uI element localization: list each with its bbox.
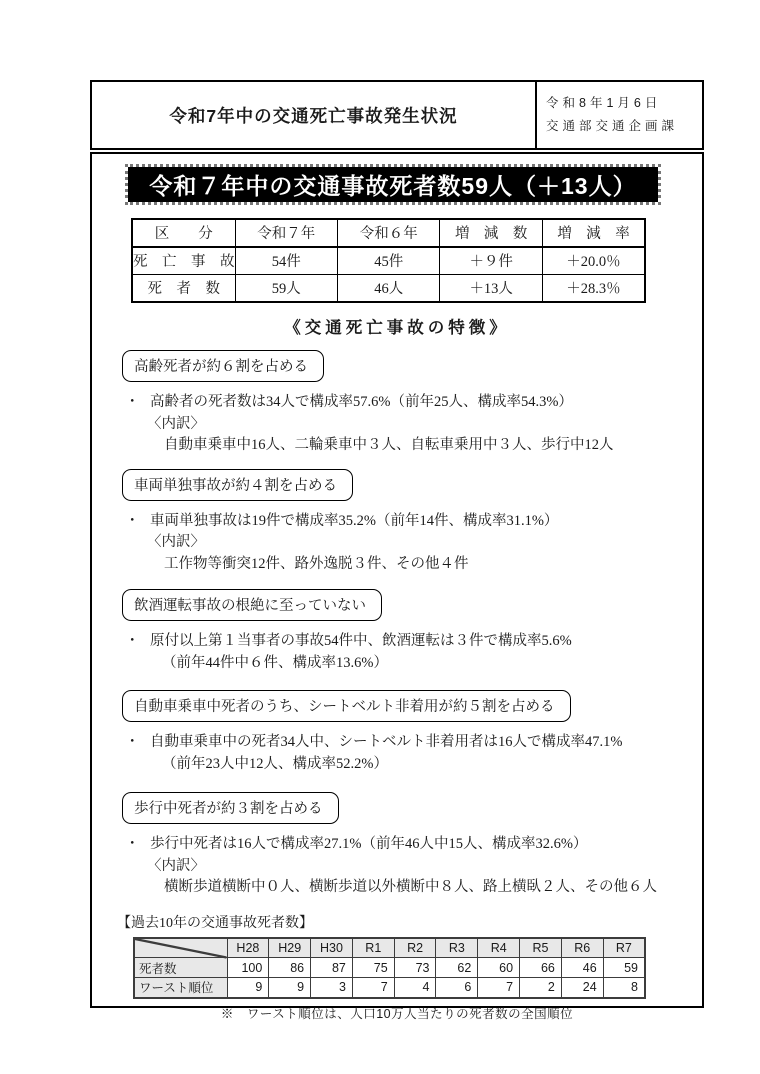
history-value-cell: 60 xyxy=(478,958,520,978)
summary-header-row xyxy=(132,219,645,247)
summary-cell: 死 亡 事 故 xyxy=(132,247,235,275)
history-year-header: H30 xyxy=(311,938,353,958)
history-value-cell: 87 xyxy=(311,958,353,978)
feature-bullet-line xyxy=(122,511,692,533)
feature-bullet-line xyxy=(122,631,692,653)
breakdown-label: 〈内訳〉 xyxy=(147,415,205,432)
history-year-header: H29 xyxy=(269,938,311,958)
history-value-cell: 9 xyxy=(227,978,269,998)
bullet-icon: ・ xyxy=(125,512,140,529)
summary-cell: ＋９件 xyxy=(440,247,543,275)
feature-bullet-text: 車両単独事故は19件で構成率35.2%（前年14件、構成率31.1%） xyxy=(150,512,559,529)
document-title: 令和7年中の交通死亡事故発生状況 xyxy=(169,105,458,126)
history-header-row xyxy=(134,938,645,958)
feature-bullet-line xyxy=(122,834,692,856)
feature-lines xyxy=(122,631,692,674)
header-meta xyxy=(535,82,702,148)
history-year-header: R3 xyxy=(436,938,478,958)
feature-lines xyxy=(122,392,692,457)
summary-table xyxy=(131,218,646,303)
feature-seatbelt xyxy=(122,690,692,775)
breakdown-label: 〈内訳〉 xyxy=(147,857,205,874)
history-value-cell: 59 xyxy=(603,958,645,978)
history-value-cell: 46 xyxy=(561,958,603,978)
history-row xyxy=(134,978,645,998)
bullet-icon: ・ xyxy=(125,394,140,410)
history-value-cell: 66 xyxy=(520,958,562,978)
feature-elderly xyxy=(122,350,692,457)
feature-bullet-line xyxy=(122,392,692,414)
feature-heading: 自動車乗車中死者のうち、シートベルト非着用が約５割を占める xyxy=(122,690,571,722)
header-date: 令和8年1月6日 xyxy=(546,95,662,110)
feature-bullet-text: 高齢者の死者数は34人で構成率57.6%（前年25人、構成率54.3%） xyxy=(150,394,573,410)
feature-lines xyxy=(122,511,692,576)
summary-cell: ＋20.0％ xyxy=(542,247,645,275)
history-year-header: R6 xyxy=(561,938,603,958)
diagonal-line-icon xyxy=(135,939,227,958)
document-body xyxy=(90,152,704,1021)
history-value-cell: 7 xyxy=(478,978,520,998)
header-department: 交通部交通企画課 xyxy=(546,119,679,133)
bullet-icon: ・ xyxy=(125,633,140,649)
feature-heading: 高齢死者が約６割を占める xyxy=(122,350,324,382)
history-year-header: R7 xyxy=(603,938,645,958)
history-value-cell: 24 xyxy=(561,978,603,998)
summary-header-reiwa6: 令和６年 xyxy=(337,219,439,247)
history-row-label: 死者数 xyxy=(134,958,227,978)
document-sheet xyxy=(90,80,704,1021)
feature-continuation: （前年23人中12人、構成率52.2%） xyxy=(162,755,388,772)
feature-single-vehicle xyxy=(122,469,692,576)
summary-cell: 59人 xyxy=(235,275,337,303)
history-row xyxy=(134,958,645,978)
summary-cell: ＋13人 xyxy=(440,275,543,303)
feature-pedestrian xyxy=(122,792,692,899)
bullet-icon: ・ xyxy=(125,836,140,852)
history-year-header: H28 xyxy=(227,938,269,958)
history-year-header: R4 xyxy=(478,938,520,958)
feature-bullet-line xyxy=(122,732,692,754)
footnote: ※ ワースト順位は、人口10万人当たりの死者数の全国順位 xyxy=(220,1006,574,1021)
summary-header-reiwa7: 令和７年 xyxy=(235,219,337,247)
history-value-cell: 3 xyxy=(311,978,353,998)
feature-continuation: （前年44件中６件、構成率13.6%） xyxy=(162,654,388,671)
summary-cell: 54件 xyxy=(235,247,337,275)
bullet-icon: ・ xyxy=(125,734,140,750)
history-year-header: R1 xyxy=(352,938,394,958)
history-value-cell: 86 xyxy=(269,958,311,978)
summary-header-diff: 増 減 数 xyxy=(440,219,543,247)
history-value-cell: 73 xyxy=(394,958,436,978)
history-value-cell: 62 xyxy=(436,958,478,978)
history-value-cell: 6 xyxy=(436,978,478,998)
history-table xyxy=(133,937,646,999)
history-corner-cell xyxy=(134,938,227,958)
feature-drunk-driving xyxy=(122,589,692,674)
history-title: 【過去10年の交通事故死者数】 xyxy=(117,915,313,931)
headline-banner: 令和７年中の交通事故死者数59人（＋13人） xyxy=(125,164,661,205)
summary-cell: 45件 xyxy=(337,247,439,275)
feature-lines xyxy=(122,834,692,899)
summary-header-rate: 増 減 率 xyxy=(542,219,645,247)
history-value-cell: 75 xyxy=(352,958,394,978)
summary-header-category: 区 分 xyxy=(132,219,235,247)
breakdown-detail: 自動車乗車中16人、二輪乗車中３人、自転車乗用中３人、歩行中12人 xyxy=(164,437,614,453)
summary-cell: 死 者 数 xyxy=(132,275,235,303)
history-value-cell: 100 xyxy=(227,958,269,978)
feature-lines xyxy=(122,732,692,775)
history-value-cell: 8 xyxy=(603,978,645,998)
feature-bullet-text: 原付以上第１当事者の事故54件中、飲酒運転は３件で構成率5.6% xyxy=(150,633,572,649)
section-title: 《交通死亡事故の特徴》 xyxy=(284,318,510,337)
history-value-cell: 9 xyxy=(269,978,311,998)
feature-bullet-text: 自動車乗車中の死者34人中、シートベルト非着用者は16人で構成率47.1% xyxy=(150,734,623,750)
history-value-cell: 2 xyxy=(520,978,562,998)
breakdown-detail: 横断歩道横断中０人、横断歩道以外横断中８人、路上横臥２人、その他６人 xyxy=(164,879,657,895)
summary-row-deaths xyxy=(132,275,645,303)
summary-row-accidents xyxy=(132,247,645,275)
breakdown-detail: 工作物等衝突12件、路外逸脱３件、その他４件 xyxy=(164,555,469,572)
summary-cell: 46人 xyxy=(337,275,439,303)
document-header xyxy=(90,80,704,150)
history-year-header: R2 xyxy=(394,938,436,958)
feature-heading: 飲酒運転事故の根絶に至っていない xyxy=(122,589,382,621)
history-value-cell: 4 xyxy=(394,978,436,998)
history-year-header: R5 xyxy=(520,938,562,958)
history-row-label: ワースト順位 xyxy=(134,978,227,998)
feature-heading: 歩行中死者が約３割を占める xyxy=(122,792,339,824)
feature-heading: 車両単独事故が約４割を占める xyxy=(122,469,353,501)
breakdown-label: 〈内訳〉 xyxy=(147,534,205,550)
summary-cell: ＋28.3％ xyxy=(542,275,645,303)
history-value-cell: 7 xyxy=(352,978,394,998)
feature-bullet-text: 歩行中死者は16人で構成率27.1%（前年46人中15人、構成率32.6%） xyxy=(150,836,588,852)
